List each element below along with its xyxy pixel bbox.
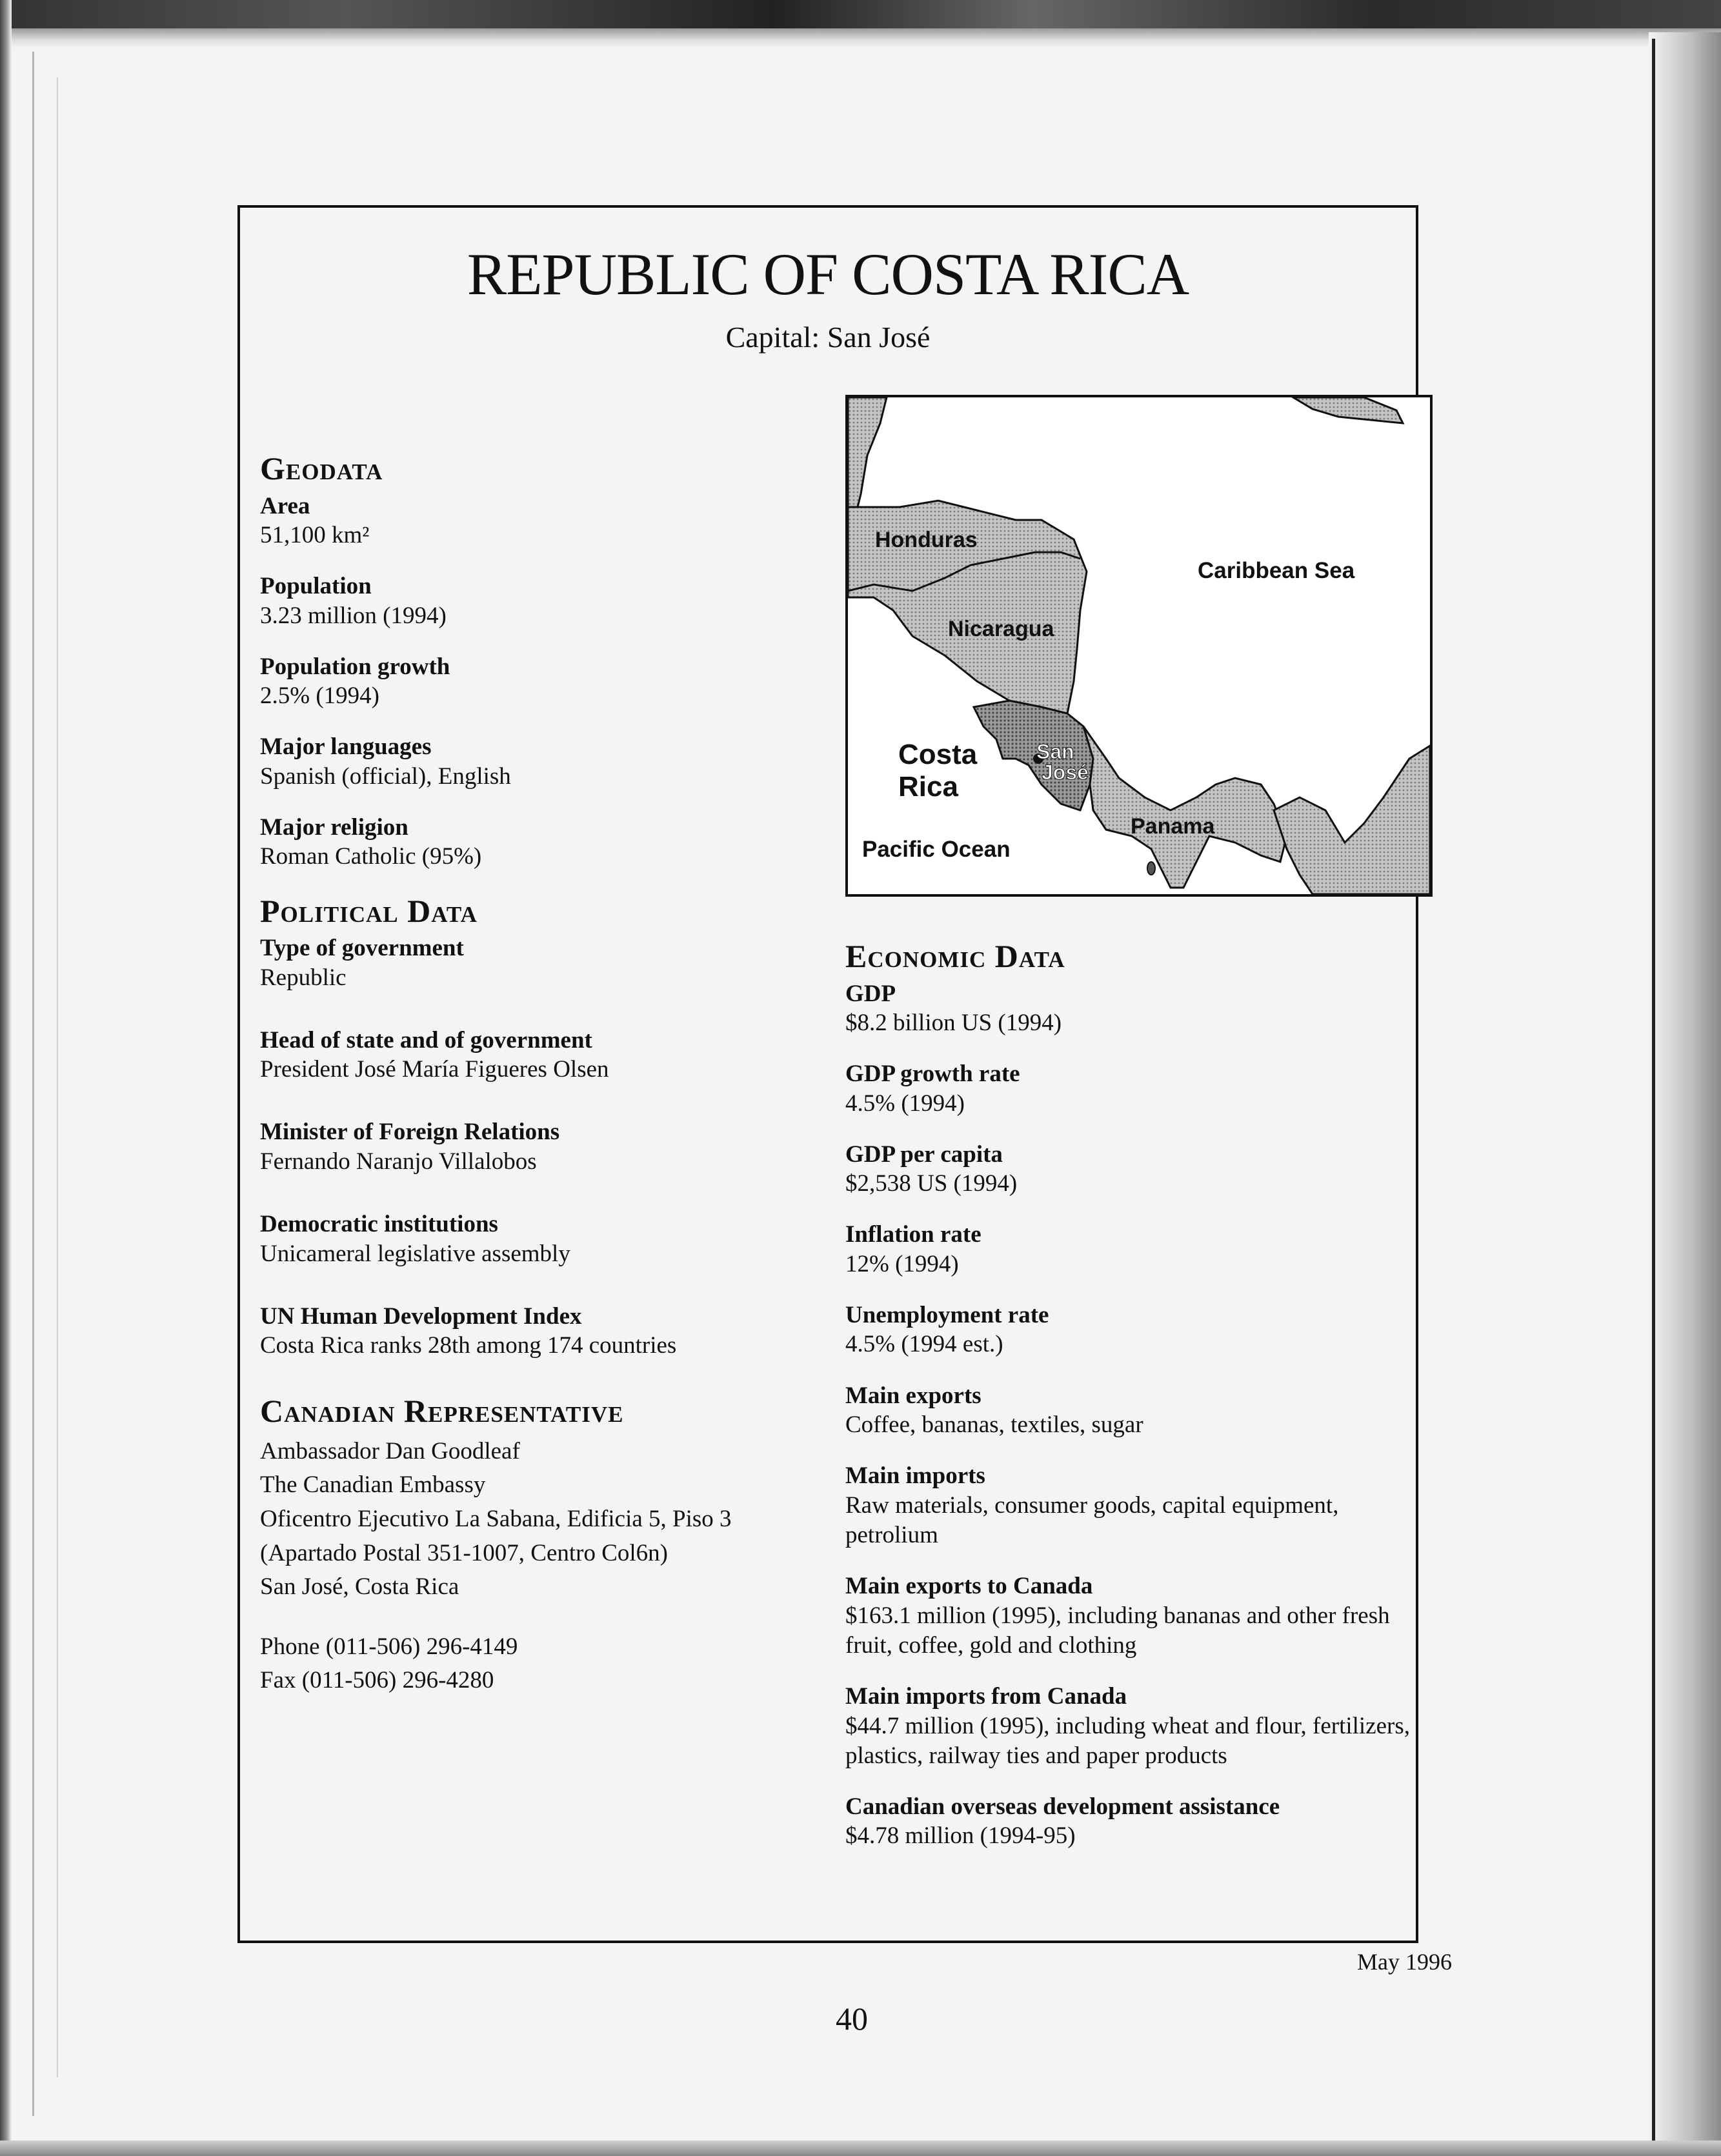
geodata-value: 3.23 million (1994) <box>260 602 447 629</box>
economic-imports-canada <box>845 1682 1426 1771</box>
map-label-costa: Costa <box>898 739 978 770</box>
economic-label: Main exports <box>845 1382 981 1409</box>
economic-value: $4.78 million (1994-95) <box>845 1822 1076 1850</box>
economic-label: Unemployment rate <box>845 1302 1049 1329</box>
map-land-costa-rica <box>974 701 1093 810</box>
representative-line: Ambassador Dan Goodleaf <box>260 1437 520 1464</box>
geodata-heading: Geodata <box>260 450 383 486</box>
political-value: Republic <box>260 964 347 991</box>
economic-label: Main imports from Canada <box>845 1683 1127 1710</box>
page-number: 40 <box>836 2001 868 2037</box>
political-label: Head of state and of government <box>260 1026 592 1053</box>
map-island <box>1147 862 1155 875</box>
publication-date: May 1996 <box>1357 1949 1452 1975</box>
geodata-label: Major languages <box>260 734 432 761</box>
economic-value: Raw materials, consumer goods, capital equipment, petrolium <box>845 1492 1339 1548</box>
map-land-panama <box>1083 726 1287 888</box>
region-map <box>845 395 1433 897</box>
economic-heading: Economic Data <box>845 938 1065 974</box>
geodata-value: 2.5% (1994) <box>260 683 379 710</box>
scan-edge-top <box>0 0 1721 28</box>
political-value: Fernando Naranjo Villalobos <box>260 1148 537 1175</box>
economic-value: $44.7 million (1995), including wheat and flour, fertilizers, plastics, railway ties and paper products <box>845 1712 1411 1769</box>
geodata-label: Population growth <box>260 653 450 680</box>
political-hdi <box>260 1303 841 1361</box>
political-head-of-state <box>260 1026 841 1085</box>
economic-label: GDP per capita <box>845 1141 1003 1168</box>
scan-edge-right <box>1649 32 1721 2156</box>
economic-development-assistance <box>845 1793 1426 1852</box>
map-land-cuba <box>1293 397 1403 423</box>
economic-unemployment <box>845 1301 1426 1360</box>
geodata-languages <box>260 733 841 792</box>
geodata-population <box>260 572 841 631</box>
political-label: UN Human Development Index <box>260 1303 582 1330</box>
geodata-religion <box>260 813 841 872</box>
map-label-san: San <box>1036 740 1074 763</box>
economic-value: $163.1 million (1995), including bananas and other fresh fruit, coffee, gold and clothing <box>845 1602 1390 1659</box>
economic-value: 4.5% (1994 est.) <box>845 1331 1003 1358</box>
political-government-type <box>260 934 841 993</box>
representative-line: The Canadian Embassy <box>260 1472 486 1499</box>
map-graphic <box>848 397 1430 894</box>
political-label: Type of government <box>260 935 464 962</box>
economic-value: Coffee, bananas, textiles, sugar <box>845 1412 1143 1439</box>
geodata-area <box>260 492 841 551</box>
representative-line: (Apartado Postal 351-1007, Centro Col6n) <box>260 1539 668 1566</box>
geodata-label: Population <box>260 573 372 600</box>
map-label-jose: José <box>1042 761 1089 784</box>
geodata-value: Spanish (official), English <box>260 763 511 790</box>
political-value: Costa Rica ranks 28th among 174 countries <box>260 1332 677 1359</box>
map-label-panama: Panama <box>1131 814 1215 839</box>
political-label: Democratic institutions <box>260 1211 498 1238</box>
geodata-label: Area <box>260 492 310 519</box>
page-title: REPUBLIC OF COSTA RICA <box>467 241 1189 307</box>
geodata-label: Major religion <box>260 814 408 841</box>
political-value: President José María Figueres Olsen <box>260 1056 609 1083</box>
economic-value: 12% (1994) <box>845 1250 959 1277</box>
scan-line-left <box>32 52 34 2116</box>
economic-label: Inflation rate <box>845 1221 981 1248</box>
left-column <box>260 452 841 1698</box>
scan-edge-left <box>0 0 12 2156</box>
economic-exports-canada <box>845 1572 1426 1661</box>
economic-label: GDP <box>845 980 896 1007</box>
economic-gdp-per-capita <box>845 1141 1426 1199</box>
political-foreign-minister <box>260 1118 841 1177</box>
political-label: Minister of Foreign Relations <box>260 1119 560 1146</box>
scan-line-left-2 <box>57 77 58 2077</box>
map-label-nicaragua: Nicaragua <box>948 617 1054 641</box>
representative-line: San José, Costa Rica <box>260 1573 459 1601</box>
representative-address <box>260 1435 841 1604</box>
political-institutions <box>260 1210 841 1269</box>
map-label-honduras: Honduras <box>875 528 978 552</box>
economic-inflation <box>845 1221 1426 1279</box>
political-heading: Political Data <box>260 892 478 929</box>
economic-label: Canadian overseas development assistance <box>845 1793 1280 1821</box>
capital-subtitle: Capital: San José <box>725 321 931 354</box>
economic-gdp-growth <box>845 1060 1426 1119</box>
representative-heading: Canadian Representative <box>260 1393 624 1430</box>
geodata-value: 51,100 km² <box>260 521 370 548</box>
geodata-value: Roman Catholic (95%) <box>260 843 482 870</box>
geodata-population-growth <box>260 653 841 712</box>
economic-exports <box>845 1382 1426 1441</box>
economic-gdp <box>845 980 1426 1039</box>
scan-line-right <box>1652 39 1655 2142</box>
economic-value: $8.2 billion US (1994) <box>845 1009 1062 1036</box>
scan-shadow-top <box>0 28 1721 48</box>
map-label-pacific: Pacific Ocean <box>862 837 1011 862</box>
representative-phone: Phone (011-506) 296-4149 <box>260 1633 518 1660</box>
map-label-caribbean: Caribbean Sea <box>1198 558 1355 583</box>
economic-label: Main imports <box>845 1462 985 1490</box>
economic-value: 4.5% (1994) <box>845 1090 965 1117</box>
representative-fax: Fax (011-506) 296-4280 <box>260 1667 494 1694</box>
economic-imports <box>845 1462 1426 1550</box>
scan-edge-bottom <box>0 2141 1721 2156</box>
economic-value: $2,538 US (1994) <box>845 1170 1018 1197</box>
economic-label: GDP growth rate <box>845 1061 1020 1088</box>
map-label-rica: Rica <box>898 771 958 803</box>
representative-line: Oficentro Ejecutivo La Sabana, Edificia 5, Piso 3 <box>260 1505 732 1532</box>
map-land-colombia <box>1274 746 1430 894</box>
political-value: Unicameral legislative assembly <box>260 1240 570 1267</box>
economic-label: Main exports to Canada <box>845 1573 1093 1600</box>
right-column <box>845 939 1426 1873</box>
